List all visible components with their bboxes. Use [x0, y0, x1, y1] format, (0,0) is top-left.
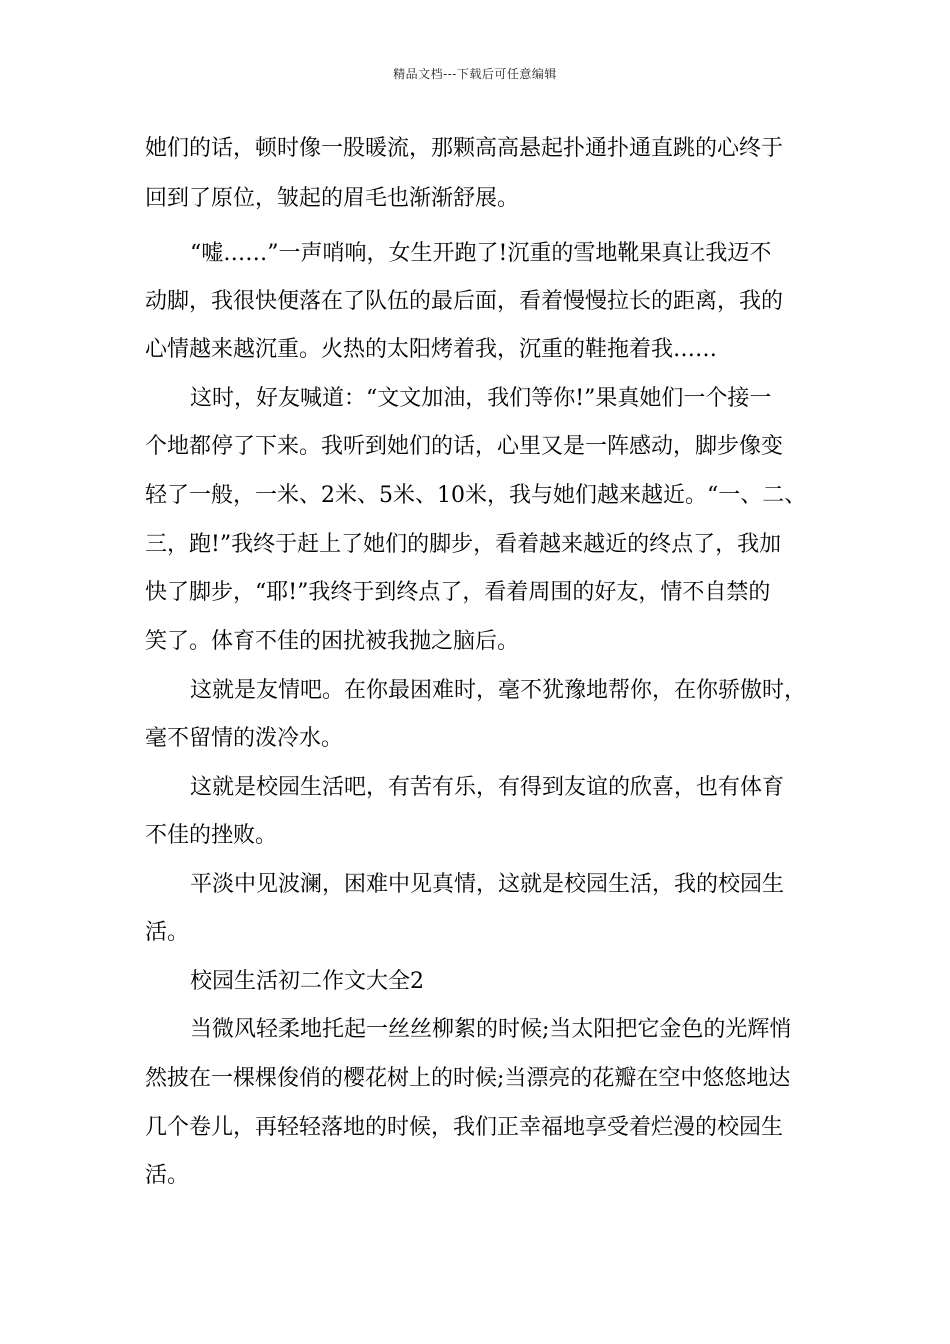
text-line: 当微风轻柔地托起一丝丝柳絮的时候;当太阳把它金色的光辉悄 — [190, 1017, 792, 1042]
text-line: 轻了一般，一米、2米、5米、10米，我与她们越来越近。“一、二、 — [145, 483, 807, 508]
text-line: 毫不留情的泼冷水。 — [145, 726, 344, 751]
text-line: 活。 — [145, 920, 190, 945]
text-line: 她们的话，顿时像一股暖流，那颗高高悬起扑通扑通直跳的心终于 — [145, 136, 784, 161]
text-line: 笑了。体育不佳的困扰被我抛之脑后。 — [145, 629, 520, 654]
text-line: 不佳的挫败。 — [145, 823, 278, 848]
text-line: 回到了原位，皱起的眉毛也渐渐舒展。 — [145, 186, 520, 211]
text-line: 几个卷儿，再轻轻落地的时候，我们正幸福地享受着烂漫的校园生 — [145, 1115, 784, 1140]
text-line: 这时，好友喊道：“文文加油，我们等你!”果真她们一个接一 — [190, 386, 772, 411]
text-line: 平淡中见波澜，困难中见真情，这就是校园生活，我的校园生 — [190, 872, 785, 897]
text-line: 个地都停了下来。我听到她们的话，心里又是一阵感动，脚步像变 — [145, 434, 784, 459]
text-line: 动脚，我很快便落在了队伍的最后面，看着慢慢拉长的距离，我的 — [145, 289, 784, 314]
page-header: 精品文档---下载后可任意编辑 — [393, 67, 557, 81]
text-line: 然披在一棵棵俊俏的樱花树上的时候;当漂亮的花瓣在空中悠悠地达 — [145, 1066, 791, 1091]
text-line: 快了脚步，“耶!”我终于到终点了，看着周围的好友，情不自禁的 — [145, 580, 771, 605]
text-line: 这就是友情吧。在你最困难时，毫不犹豫地帮你，在你骄傲时， — [190, 678, 807, 703]
text-line: “嘘……”一声哨响，女生开跑了!沉重的雪地靴果真让我迈不 — [190, 241, 772, 266]
text-line: 这就是校园生活吧，有苦有乐，有得到友谊的欣喜，也有体育 — [190, 775, 785, 800]
section-heading: 校园生活初二作文大全2 — [190, 969, 424, 994]
text-line: 活。 — [145, 1163, 190, 1188]
text-line: 三，跑!”我终于赶上了她们的脚步，看着越来越近的终点了，我加 — [145, 532, 782, 557]
text-line: 心情越来越沉重。火热的太阳烤着我，沉重的鞋拖着我…… — [145, 337, 718, 362]
